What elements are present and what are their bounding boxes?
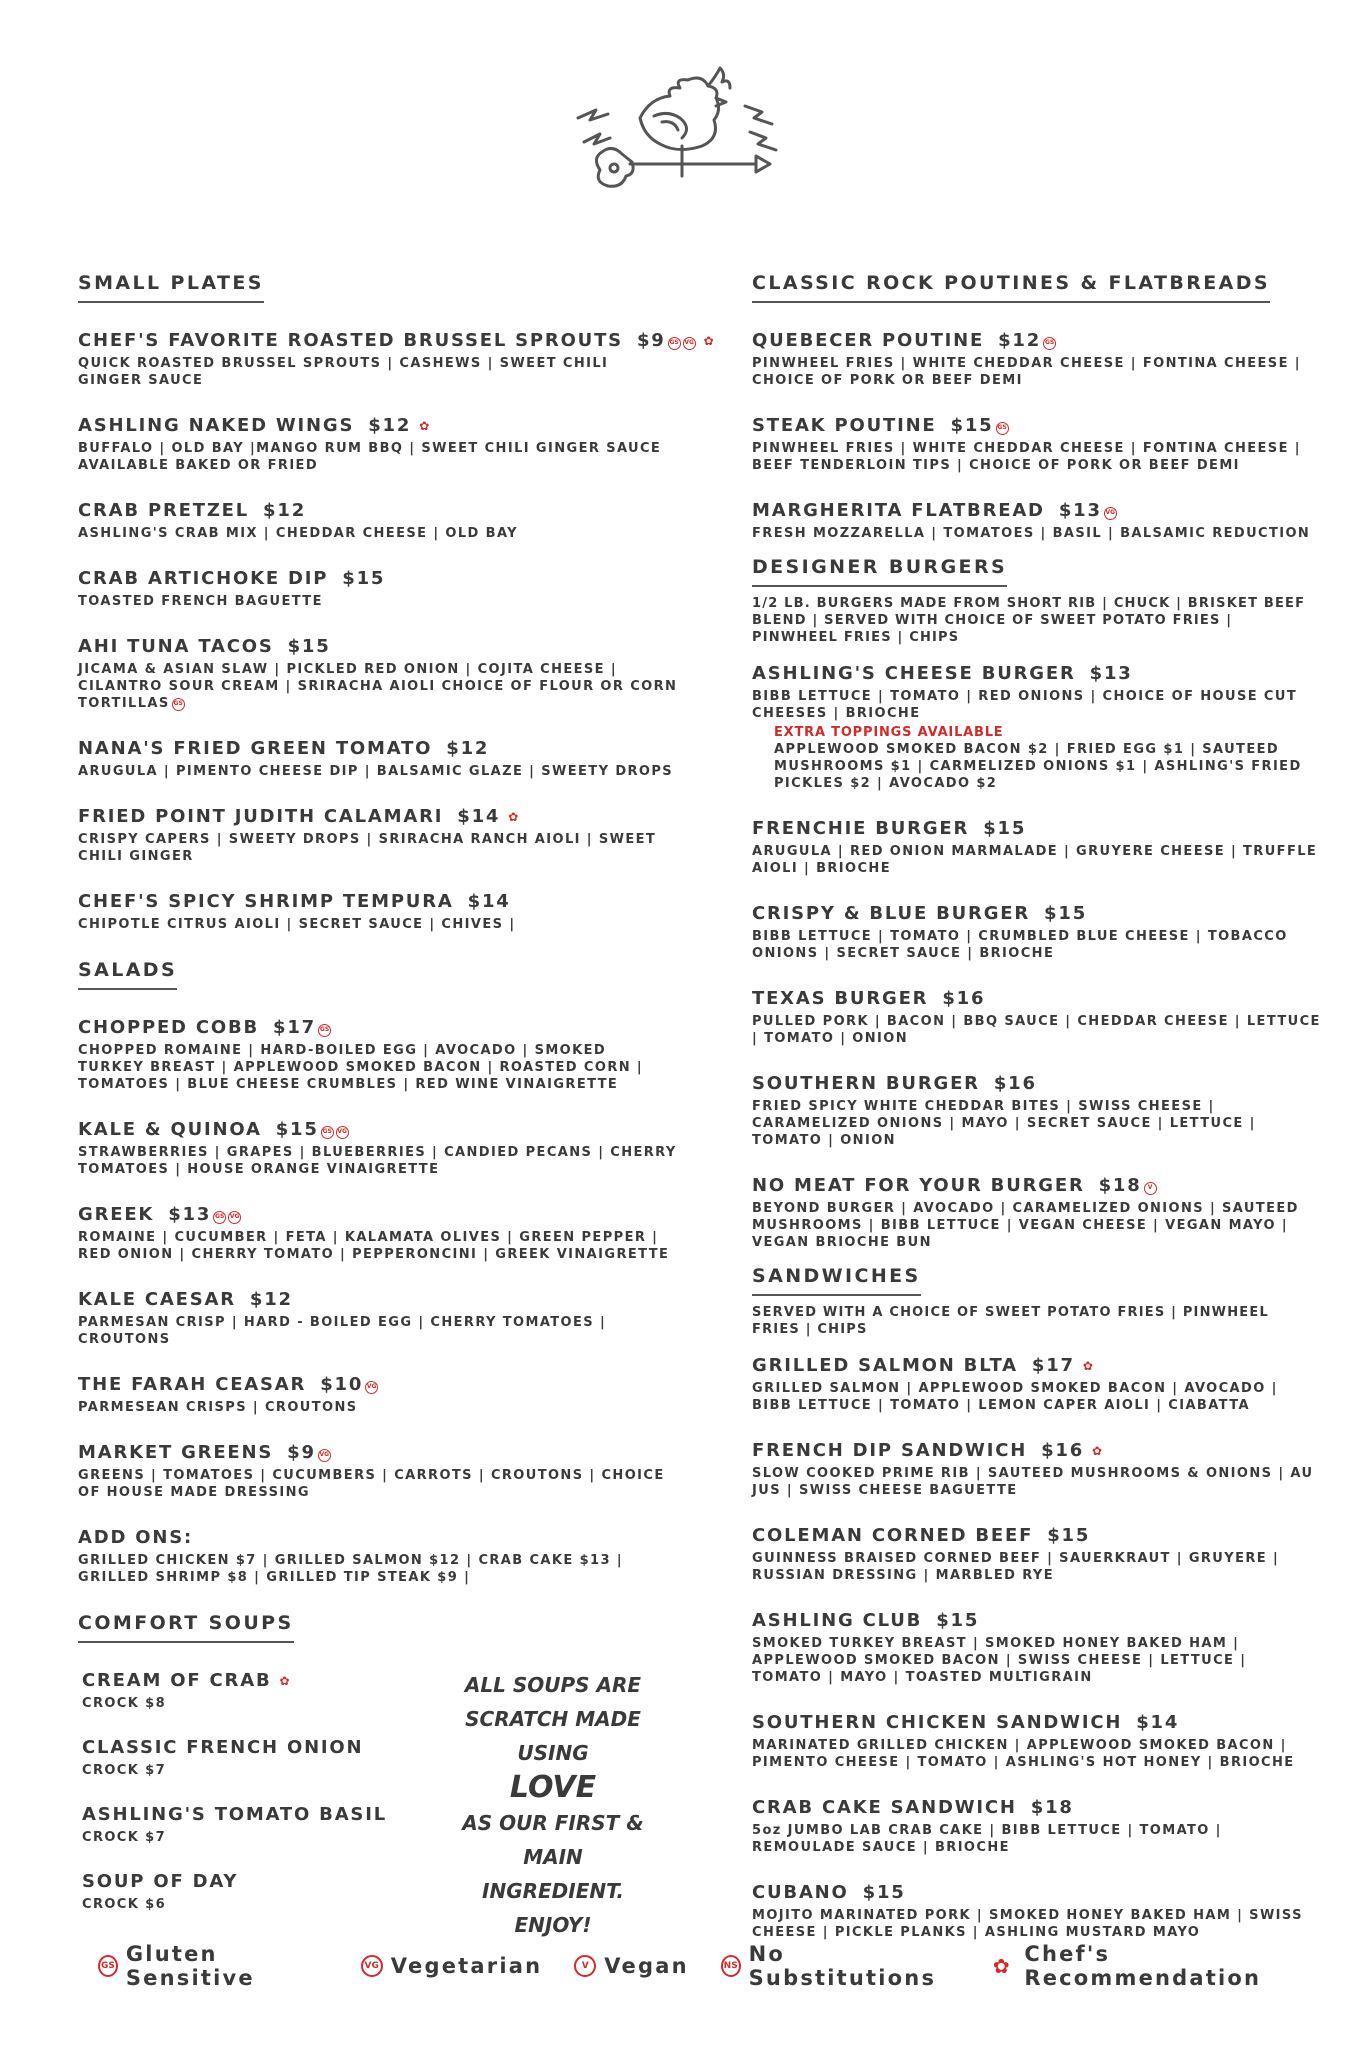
menu-item-name: CRAB CAKE SANDWICH [752, 1797, 1017, 1818]
menu-item-price: $12 [998, 330, 1042, 351]
vg-badge-icon: VG [1104, 507, 1117, 520]
menu-item-title [78, 567, 678, 591]
menu-item-name: AHI TUNA TACOS [78, 636, 274, 657]
menu-item [752, 414, 1322, 474]
menu-item-price: $16 [993, 1073, 1037, 1094]
legend-label: Vegan [604, 1954, 689, 1978]
menu-item-title [752, 1524, 1322, 1548]
menu-item-description-text: QUICK ROASTED BRUSSEL SPROUTS | CASHEWS | SWEET CHILI GINGER SAUCE [78, 356, 609, 388]
gs-badge-icon: GS [318, 1024, 331, 1037]
legend-item [986, 1942, 1318, 1990]
chef-recommendation-icon: ✿ [279, 1674, 290, 1688]
menu-item-description [78, 1229, 678, 1263]
menu-item-description [752, 525, 1322, 542]
menu-item-price: $13 [1089, 663, 1133, 684]
menu-item-description-text: FRIED SPICY WHITE CHEDDAR BITES | SWISS CHEESE | CARAMELIZED ONIONS | MAYO | SECRET SAUCE | LETTUCE | TOMATO | ONION [752, 1099, 1256, 1148]
menu-item-description-text: BUFFALO | OLD BAY |MANGO RUM BBQ | SWEET CHILI GINGER SAUCE AVAILABLE BAKED OR FRIED [78, 441, 662, 473]
menu-item-title [752, 1796, 1322, 1820]
menu-item-description-text: 5oz JUMBO LAB CRAB CAKE | BIBB LETTUCE | TOMATO | REMOULADE SAUCE | BRIOCHE [752, 1823, 1222, 1855]
legend-badge-icon: V [574, 1955, 596, 1977]
menu-item [78, 1288, 678, 1348]
soup-note-line: SCRATCH MADE USING [465, 1707, 641, 1765]
menu-item-title [752, 1711, 1322, 1735]
menu-item [752, 1881, 1322, 1941]
menu-item-description [78, 1314, 678, 1348]
section-header-sandwiches: SANDWICHES [752, 1265, 921, 1296]
soup-note-line: INGREDIENT. [482, 1879, 624, 1903]
menu-item-price: $12 [368, 415, 412, 436]
menu-item-description-text: CROCK $7 [82, 1763, 167, 1778]
menu-item-description-text: BEYOND BURGER | AVOCADO | CARAMELIZED ONIONS | SAUTEED MUSHROOMS | BIBB LETTUCE | VEGAN CHEESE | VEGAN MAYO | VEGAN BRIOCHE BUN [752, 1201, 1299, 1250]
menu-item-description-text: PARMESAN CRISP | HARD - BOILED EGG | CHERRY TOMATOES | CROUTONS [78, 1315, 607, 1347]
extra-toppings-label: EXTRA TOPPINGS AVAILABLE [774, 725, 1004, 740]
menu-item-description [752, 1822, 1322, 1856]
menu-item-title [78, 414, 678, 438]
menu-item-name: CLASSIC FRENCH ONION [82, 1737, 364, 1758]
menu-item-name: ADD ONS: [78, 1527, 194, 1548]
soup-note-line: ENJOY! [514, 1913, 592, 1937]
menu-item-name: CRISPY & BLUE BURGER [752, 903, 1031, 924]
menu-item-name: SOUTHERN CHICKEN SANDWICH [752, 1712, 1123, 1733]
menu-item [752, 499, 1322, 542]
gs-badge-icon: GS [668, 337, 681, 350]
legend-label: Gluten Sensitive [125, 1942, 255, 1990]
menu-item-title [752, 1439, 1322, 1463]
menu-item-price: $15 [936, 1610, 980, 1631]
gs-badge-icon: GS [996, 422, 1009, 435]
legend-item [98, 1942, 329, 1990]
chef-recommendation-icon: ✿ [419, 419, 430, 433]
section-soups [78, 1612, 678, 1937]
menu-item [78, 805, 678, 865]
vg-badge-icon: VG [318, 1449, 331, 1462]
lightning-bolt-icon [578, 110, 608, 120]
soup-note [438, 1668, 668, 1942]
menu-item-description [752, 1013, 1322, 1047]
soup-note-line: ALL SOUPS ARE [464, 1673, 642, 1697]
menu-item [78, 1441, 678, 1501]
menu-item-name: NANA'S FRIED GREEN TOMATO [78, 738, 433, 759]
menu-item-price: $16 [942, 988, 986, 1009]
menu-item-price: $16 [1041, 1440, 1085, 1461]
menu-item-name: COLEMAN CORNED BEEF [752, 1525, 1034, 1546]
guitar-icon [596, 148, 633, 186]
menu-item-title [78, 1203, 678, 1227]
menu-item-description [78, 1552, 678, 1586]
menu-item-price: $18 [1030, 1797, 1074, 1818]
menu-item-title [78, 1373, 678, 1397]
menu-item-description [78, 1467, 678, 1501]
gs-badge-icon: GS [1043, 337, 1056, 350]
menu-item-name: GRILLED SALMON BLTA [752, 1355, 1018, 1376]
menu-item-description [78, 355, 678, 389]
menu-item-description [78, 1144, 678, 1178]
menu-item-name: CRAB PRETZEL [78, 500, 250, 521]
menu-item-description-text: CHIPOTLE CITRUS AIOLI | SECRET SAUCE | CHIVES | [78, 917, 516, 932]
menu-item-title [78, 635, 678, 659]
legend-label: Vegetarian [390, 1954, 543, 1978]
menu-item-name: STEAK POUTINE [752, 415, 937, 436]
rooster-icon [640, 78, 719, 150]
menu-item-title [752, 987, 1322, 1011]
section-header-soups: COMFORT SOUPS [78, 1612, 294, 1643]
menu-item-description [78, 1399, 678, 1416]
gs-badge-icon: GS [213, 1211, 226, 1224]
menu-item-description [752, 1098, 1322, 1149]
menu-item-title [78, 805, 678, 829]
chef-recommendation-icon: ✿ [703, 334, 714, 348]
menu-item-description [78, 1042, 678, 1093]
menu-item-price: $14 [467, 891, 511, 912]
menu-item-name: KALE & QUINOA [78, 1119, 262, 1140]
menu-item [78, 499, 678, 542]
menu-item-description [78, 661, 678, 712]
menu-item [78, 890, 678, 933]
menu-item-description-text: ARUGULA | PIMENTO CHEESE DIP | BALSAMIC GLAZE | SWEETY DROPS [78, 764, 674, 779]
menu-item-name: CHEF'S FAVORITE ROASTED BRUSSEL SPROUTS [78, 330, 623, 351]
menu-item-description [78, 916, 678, 933]
vg-badge-icon: VG [683, 337, 696, 350]
section-header-burgers: DESIGNER BURGERS [752, 556, 1007, 587]
menu-item-name: MARKET GREENS [78, 1442, 274, 1463]
menu-item-description-text: CHOPPED ROMAINE | HARD-BOILED EGG | AVOCADO | SMOKED TURKEY BREAST | APPLEWOOD SMOKED BACON | ROASTED CORN | TOMATOES | BLUE CHEESE CRUMBLES | RED WINE VINAIGRETTE [78, 1043, 644, 1092]
menu-item [752, 1609, 1322, 1686]
menu-item-price: $15 [342, 568, 386, 589]
chef-recommendation-icon: ✿ [1082, 1359, 1093, 1373]
menu-item-description-text: FRESH MOZZARELLA | TOMATOES | BASIL | BALSAMIC REDUCTION [752, 526, 1311, 541]
menu-item-description-text: SLOW COOKED PRIME RIB | SAUTEED MUSHROOMS & ONIONS | AU JUS | SWISS CHEESE BAGUETTE [752, 1466, 1314, 1498]
menu-item-title [78, 890, 678, 914]
menu-item-title [752, 902, 1322, 926]
gs-badge-icon: GS [172, 698, 185, 711]
menu-item-description-text: GREENS | TOMATOES | CUCUMBERS | CARROTS | CROUTONS | CHOICE OF HOUSE MADE DRESSING [78, 1468, 665, 1500]
section-salads [78, 959, 678, 1586]
menu-item-price: $17 [1031, 1355, 1075, 1376]
menu-item-description-text: CRISPY CAPERS | SWEETY DROPS | SRIRACHA RANCH AIOLI | SWEET CHILI GINGER [78, 832, 657, 864]
extra-toppings-list: APPLEWOOD SMOKED BACON $2 | FRIED EGG $1 | SAUTEED MUSHROOMS $1 | CARMELIZED ONIONS $1 | ASHLING'S FRIED PICKLES $2 | AVOCADO $2 [774, 742, 1302, 791]
vg-badge-icon: VG [228, 1211, 241, 1224]
menu-item-name: FRIED POINT JUDITH CALAMARI [78, 806, 444, 827]
menu-item-title [78, 1526, 678, 1550]
menu-item-name: CHOPPED COBB [78, 1017, 260, 1038]
menu-item-description [752, 1737, 1322, 1771]
menu-item-title [78, 1016, 678, 1040]
dietary-legend [98, 1942, 1318, 1990]
menu-item-description [752, 1465, 1322, 1499]
menu-item-price: $15 [1044, 903, 1088, 924]
menu-item-title [78, 737, 678, 761]
menu-item-description-text: PARMESEAN CRISPS | CROUTONS [78, 1400, 358, 1415]
lightning-bolt-icon [584, 134, 610, 144]
legend-label: No Substitutions [748, 1942, 937, 1990]
menu-item-price: $14 [1136, 1712, 1180, 1733]
sandwiches-note: SERVED WITH A CHOICE OF SWEET POTATO FRIES | PINWHEEL FRIES | CHIPS [752, 1305, 1269, 1337]
menu-item-description [78, 440, 678, 474]
legend-item [721, 1942, 955, 1990]
menu-item-name: CUBANO [752, 1882, 849, 1903]
menu-item-name: FRENCH DIP SANDWICH [752, 1440, 1028, 1461]
menu-item [752, 987, 1322, 1047]
menu-item-title [78, 499, 678, 523]
menu-item [752, 1524, 1322, 1584]
menu-item-name: SOUTHERN BURGER [752, 1073, 980, 1094]
menu-item [78, 1016, 678, 1093]
menu-item-title [78, 1118, 678, 1142]
menu-item-title [78, 1441, 678, 1465]
legend-item [361, 1954, 543, 1978]
gs-badge-icon: GS [321, 1126, 334, 1139]
left-column [78, 272, 714, 1939]
menu-item-title [78, 329, 714, 353]
section-small-plates [78, 272, 714, 933]
menu-item [78, 567, 678, 610]
menu-item-price: $15 [862, 1882, 906, 1903]
menu-item-description-text: BIBB LETTUCE | TOMATO | RED ONIONS | CHOICE OF HOUSE CUT CHEESES | BRIOCHE [752, 689, 1298, 721]
menu-item-title [752, 817, 1322, 841]
vg-badge-icon: VG [365, 1381, 378, 1394]
menu-item-name: KALE CAESAR [78, 1289, 236, 1310]
menu-item [752, 902, 1322, 962]
menu-item-price: $15 [983, 818, 1027, 839]
menu-item [78, 1118, 678, 1178]
vg-badge-icon: VG [336, 1126, 349, 1139]
menu-item-price: $15 [275, 1119, 319, 1140]
menu-item-description [752, 1635, 1322, 1686]
menu-item-price: $13 [168, 1204, 212, 1225]
menu-item-description [752, 355, 1322, 389]
menu-item [78, 414, 678, 474]
menu-item-name: CRAB ARTICHOKE DIP [78, 568, 329, 589]
menu-item [78, 329, 714, 389]
menu-item [78, 1203, 678, 1263]
menu-item-name: SOUP OF DAY [82, 1871, 239, 1892]
section-header-small-plates: SMALL PLATES [78, 272, 264, 303]
soup-note-love: LOVE [509, 1770, 597, 1805]
menu-item-name: TEXAS BURGER [752, 988, 929, 1009]
menu-item-description-text: TOASTED FRENCH BAGUETTE [78, 594, 323, 609]
menu-item-name: CREAM OF CRAB [82, 1670, 272, 1691]
menu-item-name: ASHLING CLUB [752, 1610, 923, 1631]
legend-label: Chef's Recommendation [1024, 1942, 1262, 1990]
menu-item-description-text: STRAWBERRIES | GRAPES | BLUEBERRIES | CANDIED PECANS | CHERRY TOMATOES | HOUSE ORANGE VINAIGRETTE [78, 1145, 677, 1177]
menu-item-description-text: CROCK $8 [82, 1696, 167, 1711]
menu-item-price: $9 [636, 330, 666, 351]
menu-item-name: GREEK [78, 1204, 155, 1225]
menu-item-title [752, 1609, 1322, 1633]
menu-item-description [78, 593, 678, 610]
menu-item-name: NO MEAT FOR YOUR BURGER [752, 1175, 1085, 1196]
legend-item [574, 1954, 689, 1978]
menu-item-name: MARGHERITA FLATBREAD [752, 500, 1045, 521]
legend-badge-icon: VG [361, 1955, 383, 1977]
menu-item-title [752, 499, 1322, 523]
menu-item-name: FRENCHIE BURGER [752, 818, 970, 839]
menu-item [752, 662, 1322, 792]
burgers-note: 1/2 LB. BURGERS MADE FROM SHORT RIB | CHUCK | BRISKET BEEF BLEND | SERVED WITH CHOICE OF SWEET POTATO FRIES | PINWHEEL FRIES | CHIPS [752, 596, 1306, 645]
menu-item-description [752, 1380, 1322, 1414]
section-header-salads: SALADS [78, 959, 177, 990]
lightning-bolt-icon [750, 132, 776, 150]
menu-item [78, 1526, 678, 1586]
menu-item-description-text: ROMAINE | CUCUMBER | FETA | KALAMATA OLIVES | GREEN PEPPER | RED ONION | CHERRY TOMATO | PEPPERONCINI | GREEK VINAIGRETTE [78, 1230, 670, 1262]
chef-recommendation-icon: ✿ [508, 810, 519, 824]
menu-item-description-text: MOJITO MARINATED PORK | SMOKED HONEY BAKED HAM | SWISS CHEESE | PICKLE PLANKS | ASHLING MUSTARD MAYO [752, 1908, 1303, 1940]
right-column [752, 272, 1322, 1967]
menu-item-description-text: CROCK $6 [82, 1897, 167, 1912]
menu-item-description-text: MARINATED GRILLED CHICKEN | APPLEWOOD SMOKED BACON | PIMENTO CHEESE | TOMATO | ASHLING'S HOT HONEY | BRIOCHE [752, 1738, 1295, 1770]
menu-item [752, 1796, 1322, 1856]
section-sandwiches [752, 1265, 1322, 1941]
menu-item [752, 329, 1322, 389]
menu-item [752, 1354, 1322, 1414]
soup-note-line: AS OUR FIRST & MAIN [462, 1811, 644, 1869]
menu-item-description-text: JICAMA & ASIAN SLAW | PICKLED RED ONION | COJITA CHEESE | CILANTRO SOUR CREAM | SRIRACHA AIOLI CHOICE OF FLOUR OR CORN TORTILLAS [78, 662, 678, 711]
rooster-guitar-weathervane-logo [570, 58, 795, 193]
menu-item-price: $13 [1058, 500, 1102, 521]
menu-item-price: $15 [950, 415, 994, 436]
menu-item-title [752, 1354, 1322, 1378]
menu-item-description-text: SMOKED TURKEY BREAST | SMOKED HONEY BAKED HAM | APPLEWOOD SMOKED BACON | SWISS CHEESE | LETTUCE | TOMATO | MAYO | TOASTED MULTIGRAIN [752, 1636, 1247, 1685]
menu-item-description [78, 831, 678, 865]
menu-item-description [752, 928, 1322, 962]
menu-item-title [752, 329, 1322, 353]
menu-item-description-text: PINWHEEL FRIES | WHITE CHEDDAR CHEESE | FONTINA CHEESE | CHOICE OF PORK OR BEEF DEMI [752, 356, 1301, 388]
menu-item [78, 1373, 678, 1416]
menu-item-description [78, 525, 678, 542]
lightning-bolt-icon [745, 106, 772, 124]
menu-item-price: $12 [446, 738, 490, 759]
chef-recommendation-icon: ✿ [992, 1954, 1010, 1978]
section-poutines [752, 272, 1322, 542]
menu-item-title [752, 662, 1322, 686]
menu-item-title [752, 1072, 1322, 1096]
menu-item-description-text: GRILLED CHICKEN $7 | GRILLED SALMON $12 | CRAB CAKE $13 | GRILLED SHRIMP $8 | GRILLED TIP STEAK $9 | [78, 1553, 623, 1585]
menu-item-price: $10 [320, 1374, 364, 1395]
menu-item-description [752, 440, 1322, 474]
menu-item-description-text: GRILLED SALMON | APPLEWOOD SMOKED BACON | AVOCADO | BIBB LETTUCE | TOMATO | LEMON CAPER AIOLI | CIABATTA [752, 1381, 1278, 1413]
menu-item [752, 1072, 1322, 1149]
menu-item-price: $18 [1098, 1175, 1142, 1196]
menu-item [78, 737, 678, 780]
menu-item-description-text: CROCK $7 [82, 1830, 167, 1845]
menu-item-price: $12 [263, 500, 307, 521]
menu-item-name: ASHLING'S TOMATO BASIL [82, 1804, 387, 1825]
menu-item-name: QUEBECER POUTINE [752, 330, 985, 351]
chef-recommendation-icon: ✿ [1092, 1444, 1103, 1458]
section-burgers [752, 556, 1322, 1251]
menu-item-name: CHEF'S SPICY SHRIMP TEMPURA [78, 891, 454, 912]
menu-item-description-text: GUINNESS BRAISED CORNED BEEF | SAUERKRAUT | GRUYERE | RUSSIAN DRESSING | MARBLED RYE [752, 1551, 1280, 1583]
menu-item-description [752, 1200, 1322, 1251]
menu-item-description-text: PINWHEEL FRIES | WHITE CHEDDAR CHEESE | FONTINA CHEESE | BEEF TENDERLOIN TIPS | CHOICE OF PORK OR BEEF DEMI [752, 441, 1301, 473]
menu-item-name: THE FARAH CEASAR [78, 1374, 307, 1395]
v-badge-icon: V [1144, 1182, 1157, 1195]
menu-item-title [78, 1288, 678, 1312]
menu-item-name: ASHLING'S CHEESE BURGER [752, 663, 1076, 684]
menu-item-description [752, 843, 1322, 877]
legend-badge-icon: GS [98, 1955, 118, 1977]
menu-item-description-text: PULLED PORK | BACON | BBQ SAUCE | CHEDDAR CHEESE | LETTUCE | TOMATO | ONION [752, 1014, 1321, 1046]
menu-item-title [752, 414, 1322, 438]
menu-item-price: $17 [273, 1017, 317, 1038]
menu-item-description [752, 1550, 1322, 1584]
menu-item-price: $14 [457, 806, 501, 827]
menu-item-title [752, 1174, 1322, 1198]
menu-item-price: $15 [1047, 1525, 1091, 1546]
menu-item-description-text: ASHLING'S CRAB MIX | CHEDDAR CHEESE | OLD BAY [78, 526, 518, 541]
section-header-poutines: CLASSIC ROCK POUTINES & FLATBREADS [752, 272, 1270, 303]
menu-item [752, 1439, 1322, 1499]
menu-item-description-text: BIBB LETTUCE | TOMATO | CRUMBLED BLUE CHEESE | TOBACCO ONIONS | SECRET SAUCE | BRIOCHE [752, 929, 1288, 961]
menu-item-name: ASHLING NAKED WINGS [78, 415, 355, 436]
menu-item [752, 1174, 1322, 1251]
menu-item-price: $12 [249, 1289, 293, 1310]
menu-item-title [752, 1881, 1322, 1905]
menu-item [78, 635, 678, 712]
menu-item-description [752, 1907, 1322, 1941]
menu-item-price: $15 [287, 636, 331, 657]
menu-item-description [752, 688, 1322, 722]
menu-item-price: $9 [287, 1442, 316, 1463]
menu-item-description-text: ARUGULA | RED ONION MARMALADE | GRUYERE CHEESE | TRUFFLE AIOLI | BRIOCHE [752, 844, 1318, 876]
menu-item [752, 817, 1322, 877]
menu-item-description [78, 763, 678, 780]
menu-item [752, 1711, 1322, 1771]
legend-badge-icon: NS [721, 1955, 741, 1977]
